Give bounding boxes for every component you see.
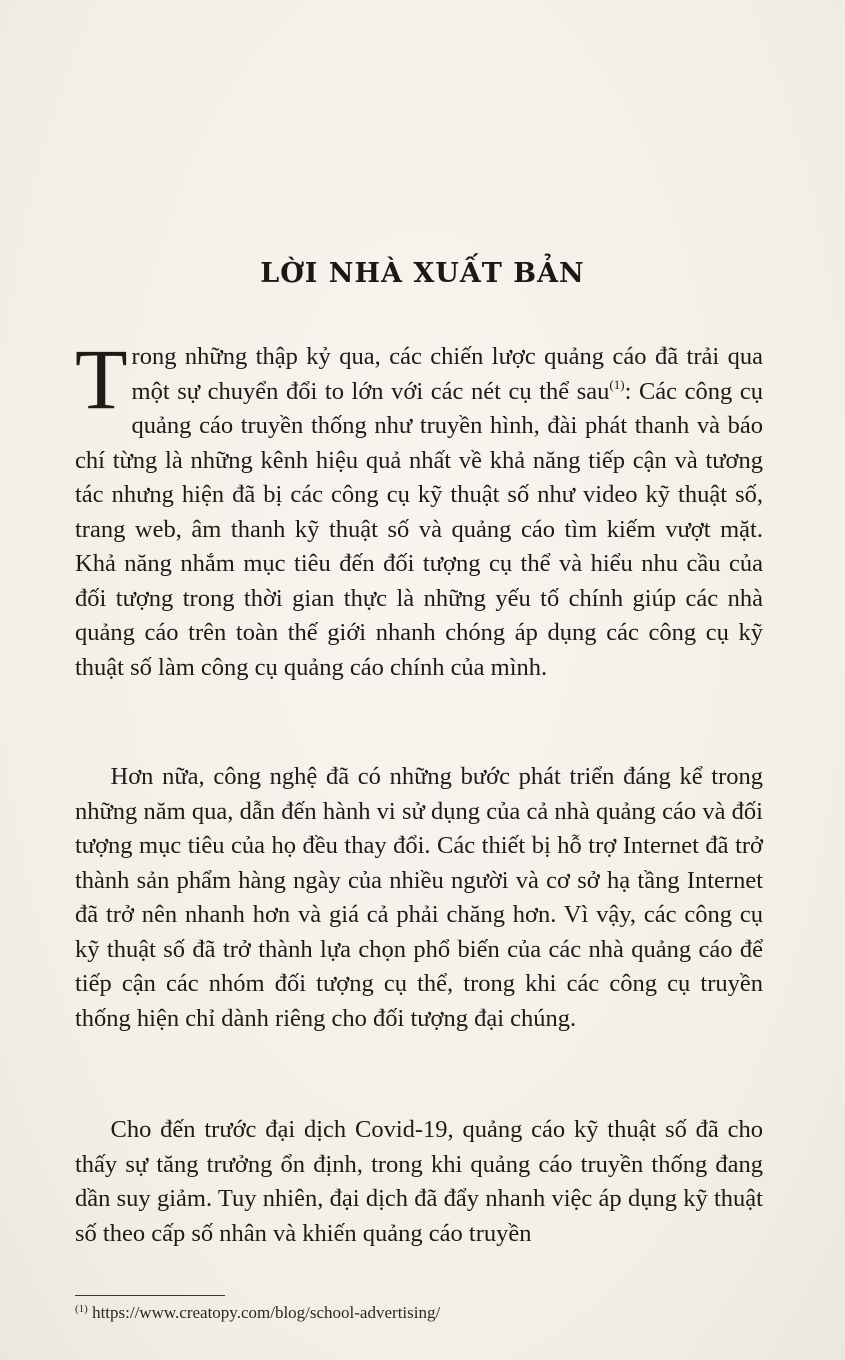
paragraph-1-text-end: : Các công cụ quảng cáo truyền thống như truyền hình, đài phát thanh và báo chí từng là những kênh hiệu quả nhất về khả năng tiếp cận và tương tác nhưng hiện đã bị các công cụ kỹ thuật số như video kỹ thuật số, trang web, âm thanh kỹ thuật số và quảng cáo tìm kiếm vượt mặt. Khả năng nhắm mục tiêu đến đối tượng cụ thể và hiểu nhu cầu của đối tượng trong thời gian thực là những yếu tố chính giúp các nhà quảng cáo trên toàn thế giới nhanh chóng áp dụng các công cụ kỹ thuật số làm công cụ quảng cáo chính của mình.	[75, 377, 763, 681]
page-title: LỜI NHÀ XUẤT BẢN	[260, 258, 585, 289]
paragraph-1-text-start: rong những thập kỷ qua, các chiến lược quảng cáo đã trải qua một sự chuyển đổi to lớn với các nét cụ thể sau	[131, 343, 763, 405]
drop-cap: T	[75, 331, 128, 427]
footnote-divider	[75, 1295, 225, 1296]
footnote	[75, 1303, 440, 1323]
paragraph-2: Hơn nữa, công nghệ đã có những bước phát triển đáng kể trong những năm qua, dẫn đến hành vi sử dụng của cả nhà quảng cáo và đối tượng mục tiêu của họ đều thay đổi. Các thiết bị hỗ trợ Internet đã trở thành sản phẩm hàng ngày của nhiều người và cơ sở hạ tầng Internet đã trở nên nhanh hơn và giá cả phải chăng hơn. Vì vậy, các công cụ kỹ thuật số đã trở thành lựa chọn phổ biến của các nhà quảng cáo để tiếp cận các nhóm đối tượng cụ thể, trong khi các công cụ truyền thống hiện chỉ dành riêng cho đối tượng đại chúng.	[75, 763, 763, 1032]
footnote-url: https://www.creatopy.com/blog/school-advertising/	[92, 1303, 441, 1322]
footnote-marker: (1)	[75, 1303, 88, 1315]
paragraph-1	[75, 331, 763, 685]
paragraph-3: Cho đến trước đại dịch Covid-19, quảng cáo kỹ thuật số đã cho thấy sự tăng trưởng ổn định, trong khi quảng cáo truyền thống đang dần suy giảm. Tuy nhiên, đại dịch đã đẩy nhanh việc áp dụng kỹ thuật số theo cấp số nhân và khiến quảng cáo truyền	[75, 1116, 763, 1247]
footnote-reference: (1)	[609, 376, 625, 392]
